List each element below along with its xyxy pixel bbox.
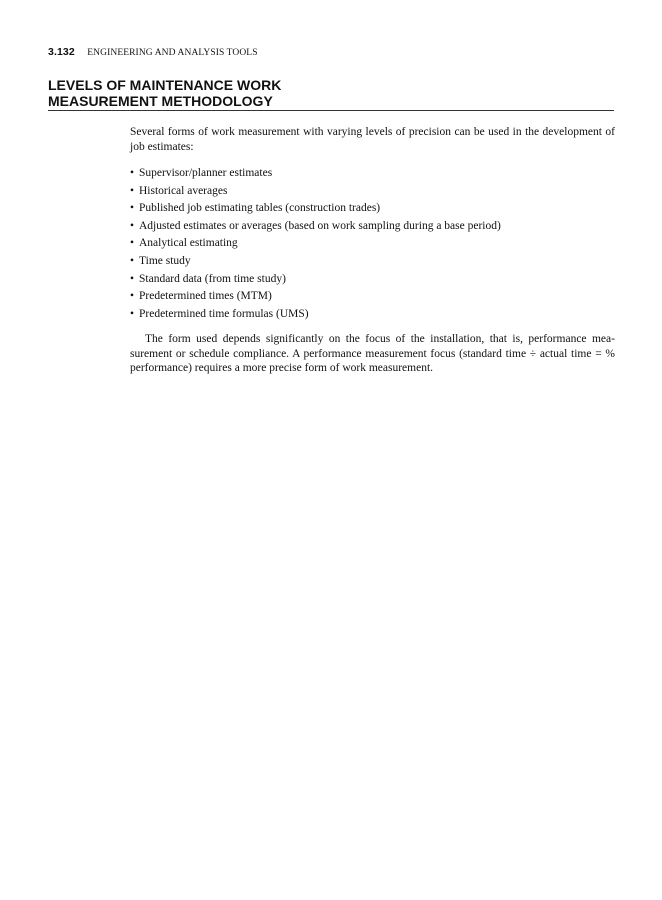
bullet-glyph: • [130, 219, 135, 232]
section-heading-line-2: MEASUREMENT METHODOLOGY [48, 92, 273, 109]
body-text [130, 125, 615, 376]
list-item: • Standard data (from time study) [130, 271, 615, 289]
list-item: • Predetermined time formulas (UMS) [130, 306, 615, 324]
intro-paragraph: Several forms of work measurement with varying levels of precision can be used in the development of job estimates: [130, 126, 615, 153]
methods-list [130, 165, 615, 323]
bullet-glyph: • [130, 272, 135, 285]
bullet-glyph: • [130, 254, 135, 267]
list-item: • Historical averages [130, 183, 615, 201]
list-item: • Time study [130, 253, 615, 271]
page-number: 3.132 [48, 46, 75, 58]
bullet-glyph: • [130, 290, 135, 303]
bullet-glyph: • [130, 184, 135, 197]
bullet-glyph: • [130, 307, 135, 320]
bullet-glyph: • [130, 237, 135, 250]
list-item: • Analytical estimating [130, 235, 615, 253]
section-heading [48, 78, 614, 111]
running-title: ENGINEERING AND ANALYSIS TOOLS [87, 48, 258, 58]
list-item: • Predetermined times (MTM) [130, 288, 615, 306]
section-heading-line-1: LEVELS OF MAINTENANCE WORK [48, 77, 282, 93]
list-item: • Supervisor/planner estimates [130, 165, 615, 183]
bullet-glyph: • [130, 167, 135, 179]
running-header [48, 46, 258, 58]
bullet-glyph: • [130, 202, 135, 215]
closing-paragraph: The form used depends significantly on the focus of the installation, that is, performance measurement or schedule compliance. A performance measurement focus (standard time ÷ actual time = % performance) requires a more precise form of work measurement. [130, 333, 615, 375]
list-item: • Adjusted estimates or averages (based on work sampling during a base period) [130, 218, 615, 236]
list-item: • Published job estimating tables (construction trades) [130, 200, 615, 218]
